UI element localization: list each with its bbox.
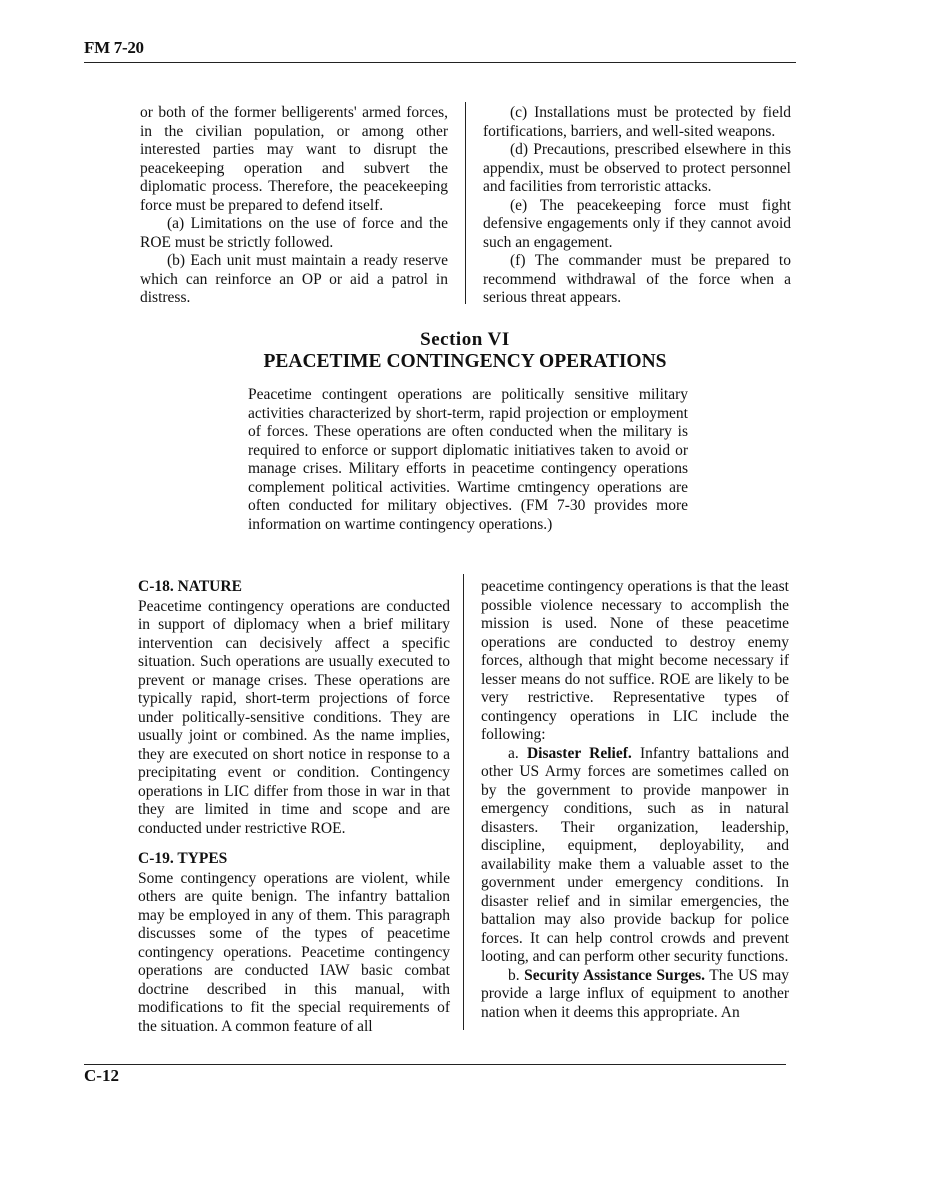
- paragraph: (f) The commander must be prepared to recommend withdrawal of the force when a serious threat appears.: [483, 252, 791, 306]
- paragraph-security-assistance: [481, 967, 789, 1023]
- paragraph: peacetime contingency operations is that the least possible violence necessary to accomplish the mission is used. None of these peacetime operations are conducted to destroy enemy forces, although that might become necessary if lesser means do not suffice. ROE are likely to be very restrictive. Representative types of contingency operations in LIC include the following:: [481, 578, 789, 743]
- section-title: PEACETIME CONTINGENCY OPERATIONS: [263, 351, 667, 372]
- heading-c18: C-18. NATURE: [138, 578, 242, 595]
- paragraph-text: The US may provide a large influx of equipment to another nation when it deems this appropriate. An: [481, 966, 789, 1021]
- column-divider: [463, 574, 464, 1030]
- footer-rule: [84, 1064, 786, 1065]
- running-header: FM 7-20: [84, 38, 144, 57]
- paragraph-disaster-relief: [481, 745, 789, 967]
- paragraph: (c) Installations must be protected by field fortifications, barriers, and well-sited weapons.: [483, 104, 791, 140]
- item-label: a.: [508, 744, 527, 762]
- bottom-left-column: [138, 578, 450, 1036]
- spacer: [138, 838, 450, 850]
- run-in-heading: Disaster Relief.: [526, 744, 632, 762]
- header-rule: [84, 62, 796, 63]
- item-label: b.: [508, 966, 525, 984]
- top-right-column: [483, 104, 791, 308]
- heading-c19: C-19. TYPES: [138, 850, 228, 867]
- section-intro: Peacetime contingent operations are politically sensitive military activities characterized by short-term, rapid projection or employment of forces. These operations are often conducted when the military is required to enforce or support diplomatic initiatives taken to avoid or manage crises. Military efforts in peacetime contingency operations complement political activities. Wartime cmtingency operations are often conducted for military objectives. (FM 7-30 provides more information on wartime contingency operations.): [248, 386, 688, 533]
- paragraph-text: Infantry battalions and other US Army forces are sometimes called on by the government to provide manpower in emergency conditions, such as in natural disasters. Their organization, leadership, discipline, equipment, deployability, and availability make them a valuable asset to the government under emergency conditions. In disaster relief and in similar emergencies, the battalion may also provide backup for police forces. It can help control crowds and prevent looting, and can perform other security functions.: [481, 744, 789, 965]
- column-divider: [465, 102, 466, 304]
- page-number: C-12: [84, 1066, 119, 1085]
- paragraph: (d) Precautions, prescribed elsewhere in this appendix, must be observed to protect personnel and facilities from terroristic attacks.: [483, 141, 791, 195]
- paragraph: (a) Limitations on the use of force and the ROE must be strictly followed.: [140, 215, 448, 251]
- top-left-column: [140, 104, 448, 308]
- section-number: Section VI: [420, 329, 510, 350]
- paragraph: (b) Each unit must maintain a ready reserve which can reinforce an OP or aid a patrol in distress.: [140, 252, 448, 306]
- paragraph: (e) The peacekeeping force must fight defensive engagements only if they cannot avoid such an engagement.: [483, 196, 791, 251]
- paragraph: Some contingency operations are violent, while others are quite benign. The infantry battalion may be employed in any of them. This paragraph discusses some of the types of peacetime contingency operations. Peacetime contingency operations are conducted IAW basic combat doctrine described in this manual, with modifications to fit the special requirements of the situation. A common feature of all: [138, 869, 450, 1035]
- bottom-right-column: [481, 578, 789, 1022]
- paragraph: or both of the former belligerents' armed forces, in the civilian population, or among other interested parties may want to disrupt the peacekeeping operation and subvert the diplomatic process. Therefore, the peacekeeping force must be prepared to defend itself.: [140, 104, 448, 214]
- run-in-heading: Security Assistance Surges.: [524, 966, 706, 984]
- paragraph: Peacetime contingency operations are conducted in support of diplomacy when a brief military intervention can decisively affect a specific situation. Such operations are usually executed to prevent or manage crises. These operations are typically rapid, short-term projections of force under politically-sensitive conditions. They are usually joint or combined. As the name implies, they are executed on short notice in response to a precipitating event or condition. Contingency operations in LIC differ from those in war in that they are limited in time and scope and are conducted under restrictive ROE.: [138, 597, 450, 837]
